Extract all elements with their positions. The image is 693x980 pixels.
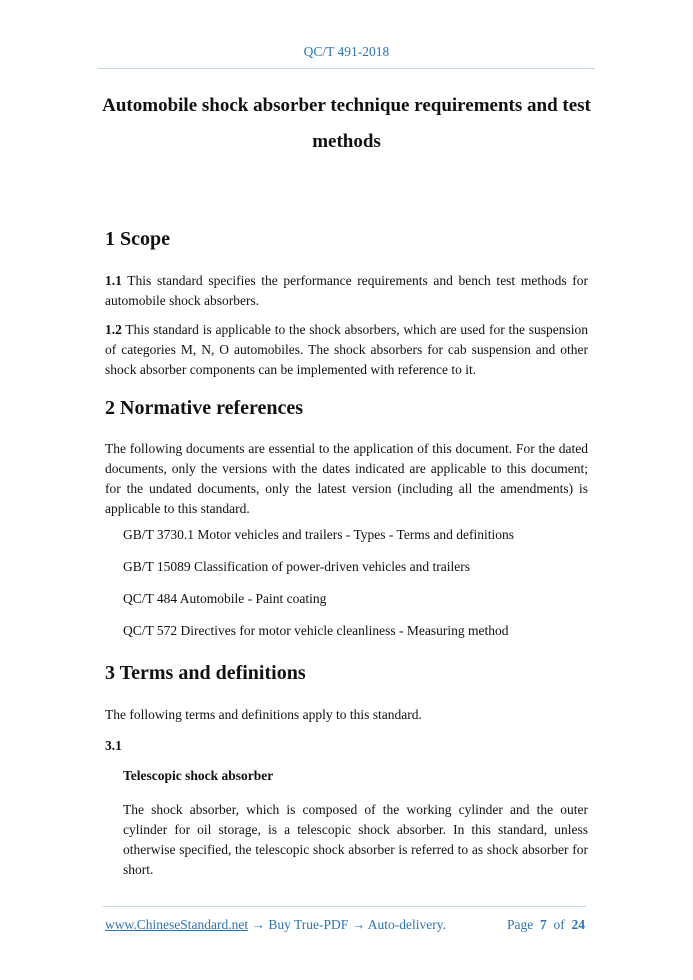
section-heading-scope: 1 Scope (105, 228, 170, 250)
website-link[interactable]: www.ChineseStandard.net (105, 917, 249, 932)
footer-left (105, 917, 446, 933)
footer-divider (103, 906, 586, 907)
clause-number: 1.2 (105, 322, 122, 337)
page-label: Page (507, 917, 534, 932)
reference-item: GB/T 15089 Classification of power-driven vehicles and trailers (123, 559, 471, 574)
reference-item: QC/T 572 Directives for motor vehicle cleanliness - Measuring method (123, 623, 509, 638)
page-total: 24 (571, 917, 585, 932)
term-definition: The shock absorber, which is composed of the working cylinder and the outer cylinder for oil storage, is a telescopic shock absorber. In this standard, unless otherwise specified, the telescopic shock absorber is referred to as shock absorber for short. (123, 802, 588, 877)
term-title: Telescopic shock absorber (123, 768, 274, 783)
clause-number-3-1: 3.1 (105, 738, 122, 753)
clause-text: This standard specifies the performance requirements and bench test methods for automobile shock absorbers. (105, 273, 588, 308)
reference-item: GB/T 3730.1 Motor vehicles and trailers - Types - Terms and definitions (123, 527, 515, 542)
clause-text: This standard is applicable to the shock absorbers, which are used for the suspension of categories M, N, O automobiles. The shock absorbers for cab suspension and other shock absorber components can be implemented with reference to it. (105, 322, 588, 377)
clause-number: 1.1 (105, 273, 122, 288)
section-heading-terms: 3 Terms and definitions (105, 662, 306, 684)
footer-text: → Buy True-PDF → Auto-delivery. (248, 917, 446, 932)
header-doc-code: QC/T 491-2018 (303, 44, 390, 59)
paragraph-1-1 (105, 271, 588, 311)
paragraph-1-2 (105, 320, 588, 380)
header-divider (98, 68, 595, 69)
document-title: Automobile shock absorber technique requirements and test methods (102, 95, 591, 152)
reference-item: QC/T 484 Automobile - Paint coating (123, 591, 327, 606)
page-of: of (553, 917, 565, 932)
page-indicator (507, 917, 585, 933)
page-number: 7 (540, 917, 547, 932)
footer (105, 917, 585, 933)
paragraph-normative-intro: The following documents are essential to the application of this document. For the dated documents, only the versions with the dates indicated are applicable to this document; for the undated documents, only the latest version (including all the amendments) is applicable to this standard. (105, 441, 588, 516)
paragraph-terms-intro: The following terms and definitions apply to this standard. (105, 707, 422, 722)
section-heading-normative-references: 2 Normative references (105, 397, 304, 419)
